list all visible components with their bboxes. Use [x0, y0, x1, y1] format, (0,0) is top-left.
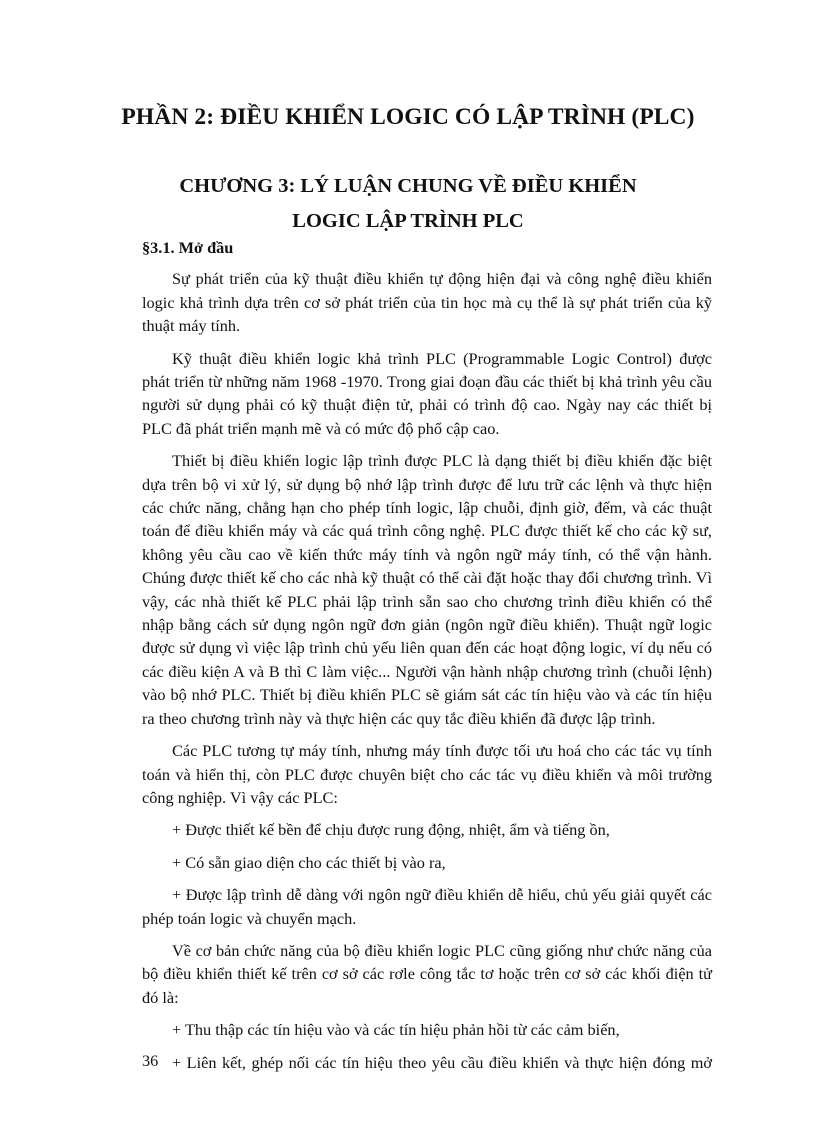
paragraph-line: + Có sẵn giao diện cho các thiết bị vào ra, [172, 852, 446, 872]
paragraph-line: Chúng được thiết kế cho các nhà kỹ thuật có thể cài đặt hoặc thay đổi chương trình. Vì [142, 568, 712, 588]
body-text [142, 236, 712, 1083]
paragraph-line: bộ điều khiển thiết kế trên cơ sở các rơle công tắc tơ hoặc trên cơ sở các khối điện tử [142, 964, 712, 984]
paragraph-line: Các PLC tương tự máy tính, nhưng máy tính được tối ưu hoá cho các tác vụ tính [172, 741, 712, 761]
paragraph-line: + Liên kết, ghép nối các tín hiệu theo yêu cầu điều khiển và thực hiện đóng mở [172, 1052, 712, 1072]
paragraph-line: vậy, các nhà thiết kế PLC phải lập trình sẵn sao cho chương trình điều khiển có thể [142, 591, 712, 611]
paragraph-line: Sự phát triển của kỹ thuật điều khiển tự động hiện đại và công nghệ điều khiển [172, 269, 712, 289]
paragraph-line: + Thu thập các tín hiệu vào và các tín hiệu phản hồi từ các cảm biến, [172, 1020, 620, 1040]
paragraph [142, 739, 712, 809]
paragraph [142, 883, 712, 930]
paragraph-line: phát triển từ những năm 1968 -1970. Trong giai đoạn đầu các thiết bị khả trình yêu cầu [142, 372, 712, 392]
part-title: PHẦN 2: ĐIỀU KHIỂN LOGIC CÓ LẬP TRÌNH (PLC) [121, 104, 695, 130]
paragraph-line: + Được lập trình dễ dàng với ngôn ngữ điều khiển dễ hiểu, chủ yếu giải quyết các [172, 885, 712, 905]
paragraph [142, 1018, 712, 1041]
paragraph-line: thuật máy tính. [142, 316, 241, 336]
page-number: 36 [142, 1051, 159, 1070]
paragraph-line: ra theo chương trình này và thực hiện các quy tắc điều khiển đã được lập trình. [142, 708, 656, 728]
paragraph [142, 818, 712, 841]
paragraph-line: được sử dụng vì việc lập trình chủ yếu liên quan đến các hoạt động logic, ví dụ nếu có [142, 638, 712, 658]
paragraph-line: toán để điều khiển máy và các quá trình công nghệ. PLC được thiết kế cho các kỹ sư, [142, 521, 712, 541]
paragraph-line: phép toán logic và chuyển mạch. [142, 908, 357, 928]
paragraph-line: các chức năng, chẳng hạn cho phép tính logic, lập chuỗi, định giờ, đếm, và các thuật [142, 498, 712, 518]
paragraph-line: Về cơ bản chức năng của bộ điều khiển logic PLC cũng giống như chức năng của [172, 940, 712, 960]
paragraph [142, 1051, 712, 1074]
chapter-title-line-2: LOGIC LẬP TRÌNH PLC [292, 210, 524, 232]
paragraph-line: nhập bằng cách sử dụng ngôn ngữ đơn giản (ngôn ngữ điều khiển). Thuật ngữ logic [142, 615, 712, 635]
paragraph-line: logic khả trình dựa trên cơ sở phát triển của tin học mà cụ thể là sự phát triển của kỹ [142, 292, 712, 312]
paragraph [142, 347, 712, 441]
paragraph [142, 449, 712, 730]
paragraph-line: đó là: [142, 987, 179, 1007]
paragraph-line: Kỹ thuật điều khiển logic khả trình PLC (Programmable Logic Control) được [172, 348, 712, 368]
paragraph-line: dựa trên bộ vi xử lý, sử dụng bộ nhớ lập trình được để lưu trữ các lệnh và thực hiện [142, 474, 712, 494]
paragraph [142, 851, 712, 874]
paragraph-line: công nghiệp. Vì vậy các PLC: [142, 787, 338, 807]
paragraph-line: + Được thiết kế bền để chịu được rung động, nhiệt, ẩm và tiếng ồn, [172, 820, 610, 840]
section-heading: §3.1. Mở đầu [142, 238, 234, 257]
paragraph-line: vào bộ nhớ PLC. Thiết bị điều khiển PLC sẽ giám sát các tín hiệu vào và các tín hiệu [142, 685, 712, 705]
paragraph-line: người sử dụng phải có kỹ thuật điện tử, phải có trình độ cao. Ngày nay các thiết bị [142, 395, 712, 415]
paragraph-line: không yêu cầu cao về kiến thức máy tính và ngôn ngữ máy tính, có thể vận hành. [142, 544, 712, 564]
paragraph-line: PLC đã phát triển mạnh mẽ và có mức độ phổ cập cao. [142, 418, 500, 438]
paragraph-line: toán và hiển thị, còn PLC được chuyên biệt cho các tác vụ điều khiển và môi trường [142, 764, 712, 784]
paragraph [142, 267, 712, 337]
paragraph-line: Thiết bị điều khiển logic lập trình được PLC là dạng thiết bị điều khiển đặc biệt [172, 451, 712, 471]
paragraph [142, 939, 712, 1009]
paragraph-line: các điều kiện A và B thì C làm việc... Người vận hành nhập chương trình (chuỗi lệnh) [142, 661, 712, 681]
chapter-title-line-1: CHƯƠNG 3: LÝ LUẬN CHUNG VỀ ĐIỀU KHIỂN [179, 175, 637, 197]
chapter-title [0, 169, 816, 239]
